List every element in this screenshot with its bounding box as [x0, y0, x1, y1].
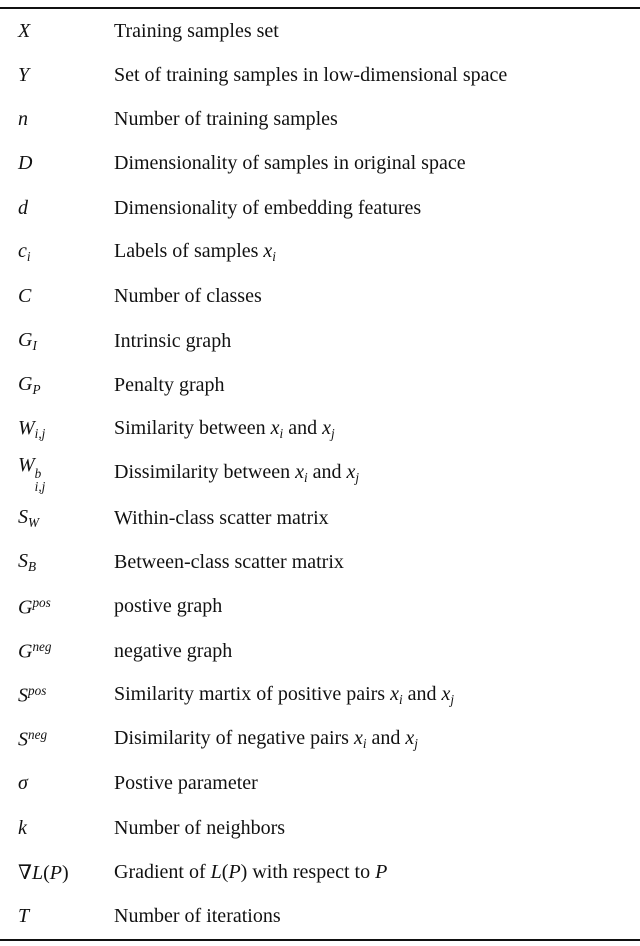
symbol-cell: [0, 197, 114, 220]
table-row: [0, 363, 640, 407]
description-cell: [114, 461, 640, 486]
math-subscript: B: [28, 559, 37, 575]
text-roman: Between-class scatter matrix: [114, 551, 344, 574]
math-italic: W: [18, 453, 35, 476]
math-subscript: i: [303, 470, 308, 486]
description-cell: [114, 772, 640, 795]
description-cell: [114, 64, 640, 87]
math-italic: G: [18, 328, 33, 351]
table-row: [0, 142, 640, 186]
description-cell: [114, 595, 640, 618]
math-italic: S: [18, 728, 28, 751]
text-roman: and: [307, 461, 347, 484]
text-roman: Disimilarity of negative pairs: [114, 727, 354, 750]
description-cell: [114, 727, 640, 752]
text-roman: with respect to: [247, 860, 376, 883]
table-row: [0, 319, 640, 363]
text-roman: negative graph: [114, 639, 233, 662]
description-cell: [114, 507, 640, 530]
table-row: [0, 673, 640, 717]
math-italic: G: [18, 372, 33, 395]
description-cell: [114, 285, 640, 308]
symbol-cell: [0, 285, 114, 308]
description-cell: [114, 640, 640, 663]
math-superscript: neg: [28, 727, 48, 743]
description-cell: [114, 240, 640, 265]
table-row: [0, 585, 640, 629]
math-superscript: pos: [28, 683, 47, 699]
math-italic: S: [18, 684, 28, 707]
math-italic: x: [405, 727, 415, 750]
table-row: [0, 98, 640, 142]
description-cell: [114, 330, 640, 353]
text-roman: Gradient of: [114, 860, 211, 883]
symbol-cell: [0, 817, 114, 840]
math-italic: L: [31, 861, 44, 884]
text-roman: Dissimilarity between: [114, 461, 296, 484]
symbol-cell: [0, 595, 114, 619]
description-cell: [114, 20, 640, 43]
math-italic: W: [18, 417, 35, 440]
table-row: [0, 53, 640, 97]
math-italic: G: [18, 595, 33, 618]
table-row: [0, 629, 640, 673]
math-italic: P: [375, 860, 388, 883]
math-subscript: P: [32, 382, 41, 397]
symbol-cell: [0, 860, 114, 885]
text-roman: Labels of samples: [114, 239, 264, 262]
symbol-cell: [0, 417, 114, 442]
math-italic: D: [18, 152, 33, 175]
math-subscript: i,j: [34, 426, 46, 442]
symbol-cell: [0, 64, 114, 87]
math-italic: T: [18, 905, 30, 928]
table-row: [0, 806, 640, 850]
math-italic: x: [346, 461, 356, 484]
symbol-cell: [0, 373, 114, 398]
math-subscript: i: [279, 426, 284, 442]
math-superscript: pos: [32, 594, 51, 610]
symbol-cell: [0, 20, 114, 43]
math-superscript: b: [34, 465, 42, 481]
math-italic: S: [18, 549, 28, 572]
text-roman: Dimensionality of embedding features: [114, 196, 422, 219]
description-cell: [114, 108, 640, 131]
math-subscript: i: [398, 691, 403, 707]
text-roman: postive graph: [114, 595, 223, 618]
text-roman: Similarity martix of positive pairs: [114, 682, 391, 705]
math-italic: S: [18, 505, 28, 528]
math-subscript: j: [450, 691, 455, 707]
math-subscript: j: [330, 426, 335, 442]
symbol-cell: [0, 772, 114, 795]
description-cell: [114, 417, 640, 442]
table-row: [0, 540, 640, 584]
text-roman: Similarity between: [114, 417, 271, 440]
description-cell: [114, 817, 640, 840]
math-italic: n: [18, 108, 28, 131]
text-roman: (: [221, 860, 229, 883]
table-row: [0, 718, 640, 762]
table-row: [0, 895, 640, 939]
text-roman: Postive parameter: [114, 772, 258, 795]
text-roman: ): [240, 860, 248, 883]
math-italic: x: [353, 727, 363, 750]
description-cell: [114, 197, 640, 220]
math-subscript: j: [414, 736, 418, 752]
table-row: [0, 275, 640, 319]
math-italic: X: [18, 19, 31, 42]
text-roman: (: [43, 861, 50, 884]
math-italic: C: [18, 285, 32, 308]
table-row: [0, 230, 640, 274]
text-roman: Set of training samples in low-dimensional space: [114, 63, 508, 86]
math-italic: P: [228, 860, 241, 883]
table-row: [0, 762, 640, 806]
symbol-cell: [0, 727, 114, 751]
symbol-cell: [0, 639, 114, 663]
math-italic: P: [49, 861, 62, 884]
math-italic: k: [18, 816, 27, 839]
table-row: [0, 408, 640, 452]
symbol-cell: [0, 905, 114, 928]
math-subscript: i: [26, 249, 31, 265]
text-roman: Intrinsic graph: [114, 329, 232, 352]
math-subscript: I: [32, 337, 37, 353]
description-cell: [114, 861, 640, 884]
math-italic: c: [18, 239, 27, 262]
math-subscript: W: [28, 514, 39, 530]
math-italic: G: [18, 640, 33, 663]
symbol-cell: [0, 329, 114, 354]
table-row: [0, 452, 640, 496]
symbol-cell: [0, 240, 114, 265]
math-italic: σ: [18, 772, 28, 795]
math-supsub: [35, 467, 46, 495]
text-roman: Training samples set: [114, 19, 279, 42]
notation-table: [0, 7, 640, 941]
math-italic: x: [322, 417, 331, 440]
math-subscript: i: [272, 249, 276, 265]
description-cell: [114, 683, 640, 708]
description-cell: [114, 551, 640, 574]
text-roman: and: [402, 682, 442, 705]
math-subscript: j: [355, 470, 360, 486]
text-roman: and: [366, 727, 406, 750]
math-subscript: i: [362, 736, 367, 752]
text-roman: ∇: [18, 861, 32, 884]
table-row: [0, 496, 640, 540]
text-roman: Number of iterations: [114, 905, 281, 928]
symbol-cell: [0, 550, 114, 575]
table-row: [0, 9, 640, 53]
text-roman: Number of training samples: [114, 108, 338, 131]
symbol-cell: [0, 152, 114, 175]
text-roman: ): [61, 861, 69, 884]
text-roman: and: [283, 417, 323, 440]
text-roman: Number of neighbors: [114, 816, 286, 839]
text-roman: Dimensionality of samples in original space: [114, 152, 466, 175]
math-italic: x: [390, 682, 399, 705]
symbol-cell: [0, 108, 114, 131]
math-italic: d: [18, 196, 28, 219]
table-row: [0, 850, 640, 894]
math-italic: x: [270, 417, 280, 440]
math-italic: x: [295, 461, 304, 484]
math-superscript: neg: [32, 638, 52, 654]
description-cell: [114, 152, 640, 175]
text-roman: Within-class scatter matrix: [114, 506, 329, 529]
symbol-cell: [0, 683, 114, 707]
symbol-cell: [0, 506, 114, 531]
description-cell: [114, 905, 640, 928]
math-italic: L: [210, 860, 222, 883]
math-italic: Y: [18, 63, 30, 86]
description-cell: [114, 374, 640, 397]
text-roman: Penalty graph: [114, 373, 225, 396]
math-subscript: i,j: [34, 479, 46, 495]
table-row: [0, 186, 640, 230]
text-roman: Number of classes: [114, 285, 262, 308]
math-italic: x: [441, 682, 451, 705]
symbol-cell: [0, 454, 114, 495]
math-italic: x: [263, 239, 273, 262]
